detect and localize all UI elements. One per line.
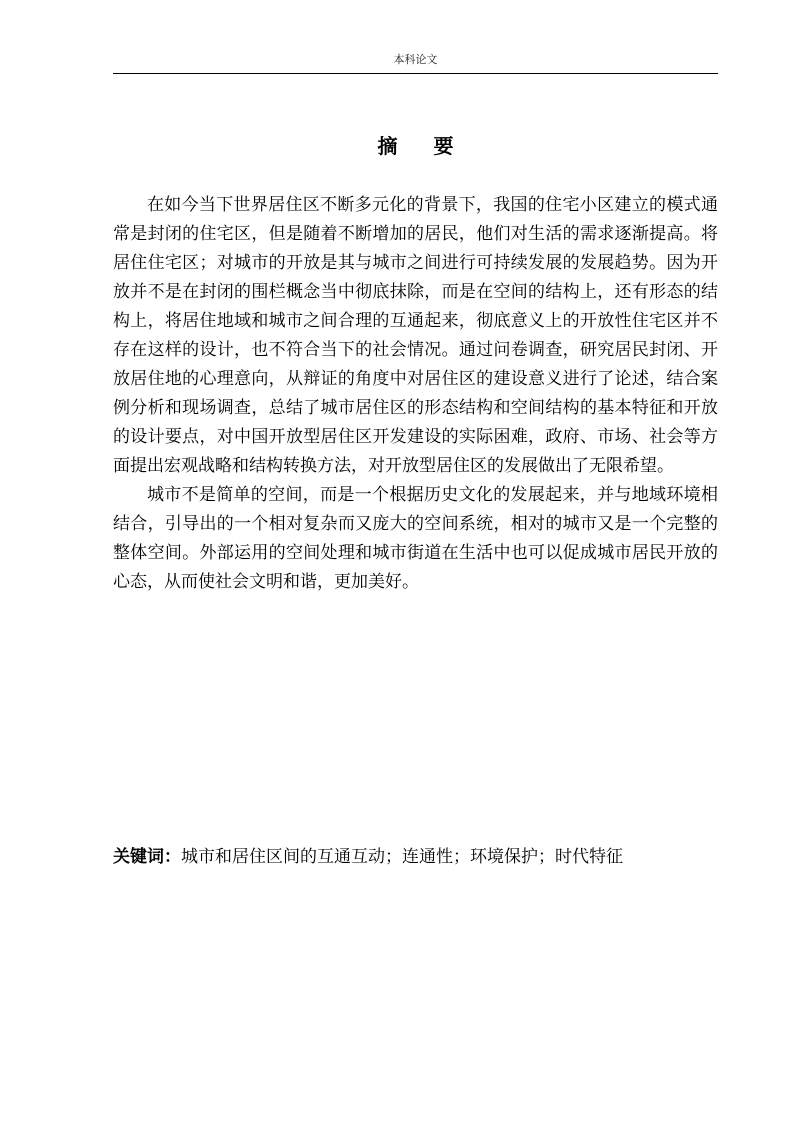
keywords-label: 关键词： [113,847,181,867]
running-header: 本科论文 [393,53,438,66]
abstract-paragraph-1: 在如今当下世界居住区不断多元化的背景下，我国的住宅小区建立的模式通常是封闭的住宅区，但是随着不断增加的居民，他们对生活的需求逐渐提高。将居住住宅区；对城市的开放是其与城市之间进行可持续发展的发展趋势。因为开放并不是在封闭的围栏概念当中彻底抹除，而是在空间的结构上，还有形态的结构上，将居住地域和城市之间合理的互通起来，彻底意义上的开放性住宅区并不存在这样的设计，也不符合当下的社会情况。通过问卷调查，研究居民封闭、开放居住地的心理意向，从辩证的角度中对居住区的建设意义进行了论述，结合案例分析和现场调查，总结了城市居住区的形态结构和空间结构的基本特征和开放的设计要点，对中国开放型居住区开发建设的实际困难，政府、市场、社会等方面提出宏观战略和结构转换方法，对开放型居住区的发展做出了无限希望。 [113,195,718,476]
abstract-body [113,191,718,597]
keywords-text: 城市和居住区间的互通互动；连通性；环境保护；时代特征 [181,847,623,867]
header-rule [113,73,718,74]
abstract-title: 摘要 [377,134,490,158]
abstract-paragraph-2: 城市不是简单的空间，而是一个根据历史文化的发展起来，并与地域环境相结合，引导出的一个相对复杂而又庞大的空间系统，相对的城市又是一个完整的整体空间。外部运用的空间处理和城市街道在生活中也可以促成城市居民开放的心态，从而使社会文明和谐，更加美好。 [113,485,718,592]
keywords-line [113,843,718,871]
